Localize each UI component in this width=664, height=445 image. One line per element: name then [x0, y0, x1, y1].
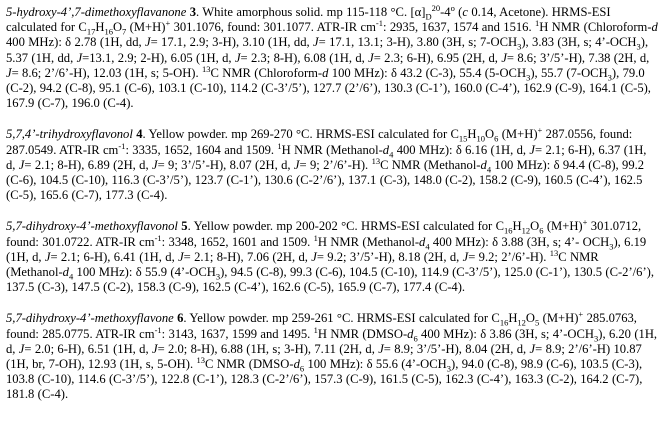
compound-entry-5: 5,7-dihydroxy-4’-methoxyflavonol 5. Yellow powder. mp 200-202 °C. HRMS-ESI calculated for $C_{16}H_{12}O_6$ (M+H)+ 301.0712, found: 301.0722. ATR-IR $cm^{-1}$: 3348, 1652, 1601 and 1509. $^1$H NMR ($Methanol-d_4$ 400 MHz): δ 3.88 (3H, s; 4’- $OCH_3$), 6.19 (1H, d, J= 2.1; 6-H), 6.41 (1H, d, J= 2.1; 8-H), 7.06 (2H, d, J= 9.2; 3’/5’-H), 8.18 (2H, d, J= 9.2; 2’/6’-H). $^{13}$C NMR ($Methanol-d_4$ 100 MHz): δ 55.9 $(4’-OCH_3)$, 94.5 (C-8), 99.3 (C-6), 104.5 (C-10), 114.9 (C-3’/5’), 125.0 (C-1’), 130.5 (C-2’/6’), 137.5 (C-3), 147.5 (C-2), 158.3 (C-9), 162.5 (C-4’), 162.6 (C-5), 165.9 (C-7), 177.4 (C-4).: [6, 217, 655, 295]
compound-entry-6: 5,7-dihydroxy-4’-methoxyflavone 6. Yellow powder. mp 259-261 °C. HRMS-ESI calculated for $C_{16}H_{12}O_5$ (M+H)+ 285.0763, found: 285.0775. ATR-IR $cm^{-1}$: 3143, 1637, 1599 and 1495. $^1$H NMR ($DMSO-d_6$ 400 MHz): δ 3.86 (3H, s; $4’-OCH_3$), 6.20 (1H, d, J= 2.0; 6-H), 6.51 (1H, d, J= 2.0; 8-H), 6.88 (1H, s; 3-H), 7.11 (2H, d, J= 8.9; 3’/5’-H), 8.04 (2H, d, J= 8.9; 2’/6’-H) 10.87 (1H, br, 7-OH), 12.93 (1H, s, 5-OH). $^{13}$C NMR ($DMSO-d_6$ 100 MHz): δ 55.6 $(4’-OCH_3)$, 94.0 (C-8), 98.9 (C-6), 103.5 (C-3), 103.8 (C-10), 114.6 (C-3’/5’), 122.8 (C-1’), 128.3 (C-2’/6’), 157.3 (C-9), 161.5 (C-5), 162.3 (C-4’), 163.3 (C-2), 164.2 (C-7), 181.8 (C-4).: [6, 309, 658, 402]
compound-entry-4: 5,7,4’-trihydroxyflavonol 4. Yellow powder. mp 269-270 °C. HRMS-ESI calculated for $C_{15}H_{10}O_6$ (M+H)+ 287.0556, found: 287.0549. ATR-IR $cm^{-1}$: 3335, 1652, 1604 and 1509. $^1$H NMR ($Methanol-d_4$ 400 MHz): δ 6.16 (1H, d, J= 2.1; 6-H), 6.37 (1H, d, J= 2.1; 8-H), 6.89 (2H, d, J= 9; 3’/5’-H), 8.07 (2H, d, J= 9; 2’/6’-H). $^{13}$C NMR ($Methanol-d_4$ 100 MHz): δ 94.4 (C-8), 99.2 (C-6), 104.5 (C-10), 116.3 (C-3’/5’), 123.7 (C-1’), 130.6 (C-2’/6’), 137.1 (C-3), 148.0 (C-2), 158.2 (C-9), 160.5 (C-4’), 162.5 (C-5), 165.6 (C-7), 177.3 (C-4).: [6, 125, 647, 203]
compound-entry-3: 5-hydroxy-4’,7-dimethoxyflavanone 3. White amorphous solid. mp 115-118 °C. $[\alpha]_D^{20}-4^o$ (c 0.14, Acetone). HRMS-ESI calculated for $C_{17}H_{16}O_7$ (M+H)+ 301.1076, found: 301.1077. ATR-IR $cm^{-1}$: 2935, 1637, 1574 and 1516. $^1$H NMR (Chloroform-d 400 MHz): δ 2.78 (1H, dd, J= 17.1, 2.9; 3-H), 3.10 (1H, dd, J= 17.1, 13.1; 3-H), 3.80 (3H, s; $7-OCH_3$), 3.83 (3H, s; $4’-OCH_3$), 5.37 (1H, dd, J=13.1, 2.9; 2-H), 6.05 (1H, d, J= 2.3; 8-H), 6.08 (1H, d, J= 2.3; 6-H), 6.95 (2H, d, J= 8.6; 3’/5’-H), 7.38 (2H, d, J= 8.6; 2’/6’-H), 12.03 (1H, s; 5-OH). $^{13}$C NMR (Chloroform-d 100 MHz): δ 43.2 (C-3), 55.4 $(5-OCH_3)$, 55.7 $(7-OCH_3)$, 79.0 (C-2), 94.2 (C-8), 95.1 (C-6), 103.1 (C-10), 114.2 (C-3’/5’), 127.7 (2’/6’), 130.3 (C-1’), 160.0 (C-4’), 162.9 (C-9), 164.1 (C-5), 167.9 (C-7), 196.0 (C-4).: [6, 2, 658, 111]
